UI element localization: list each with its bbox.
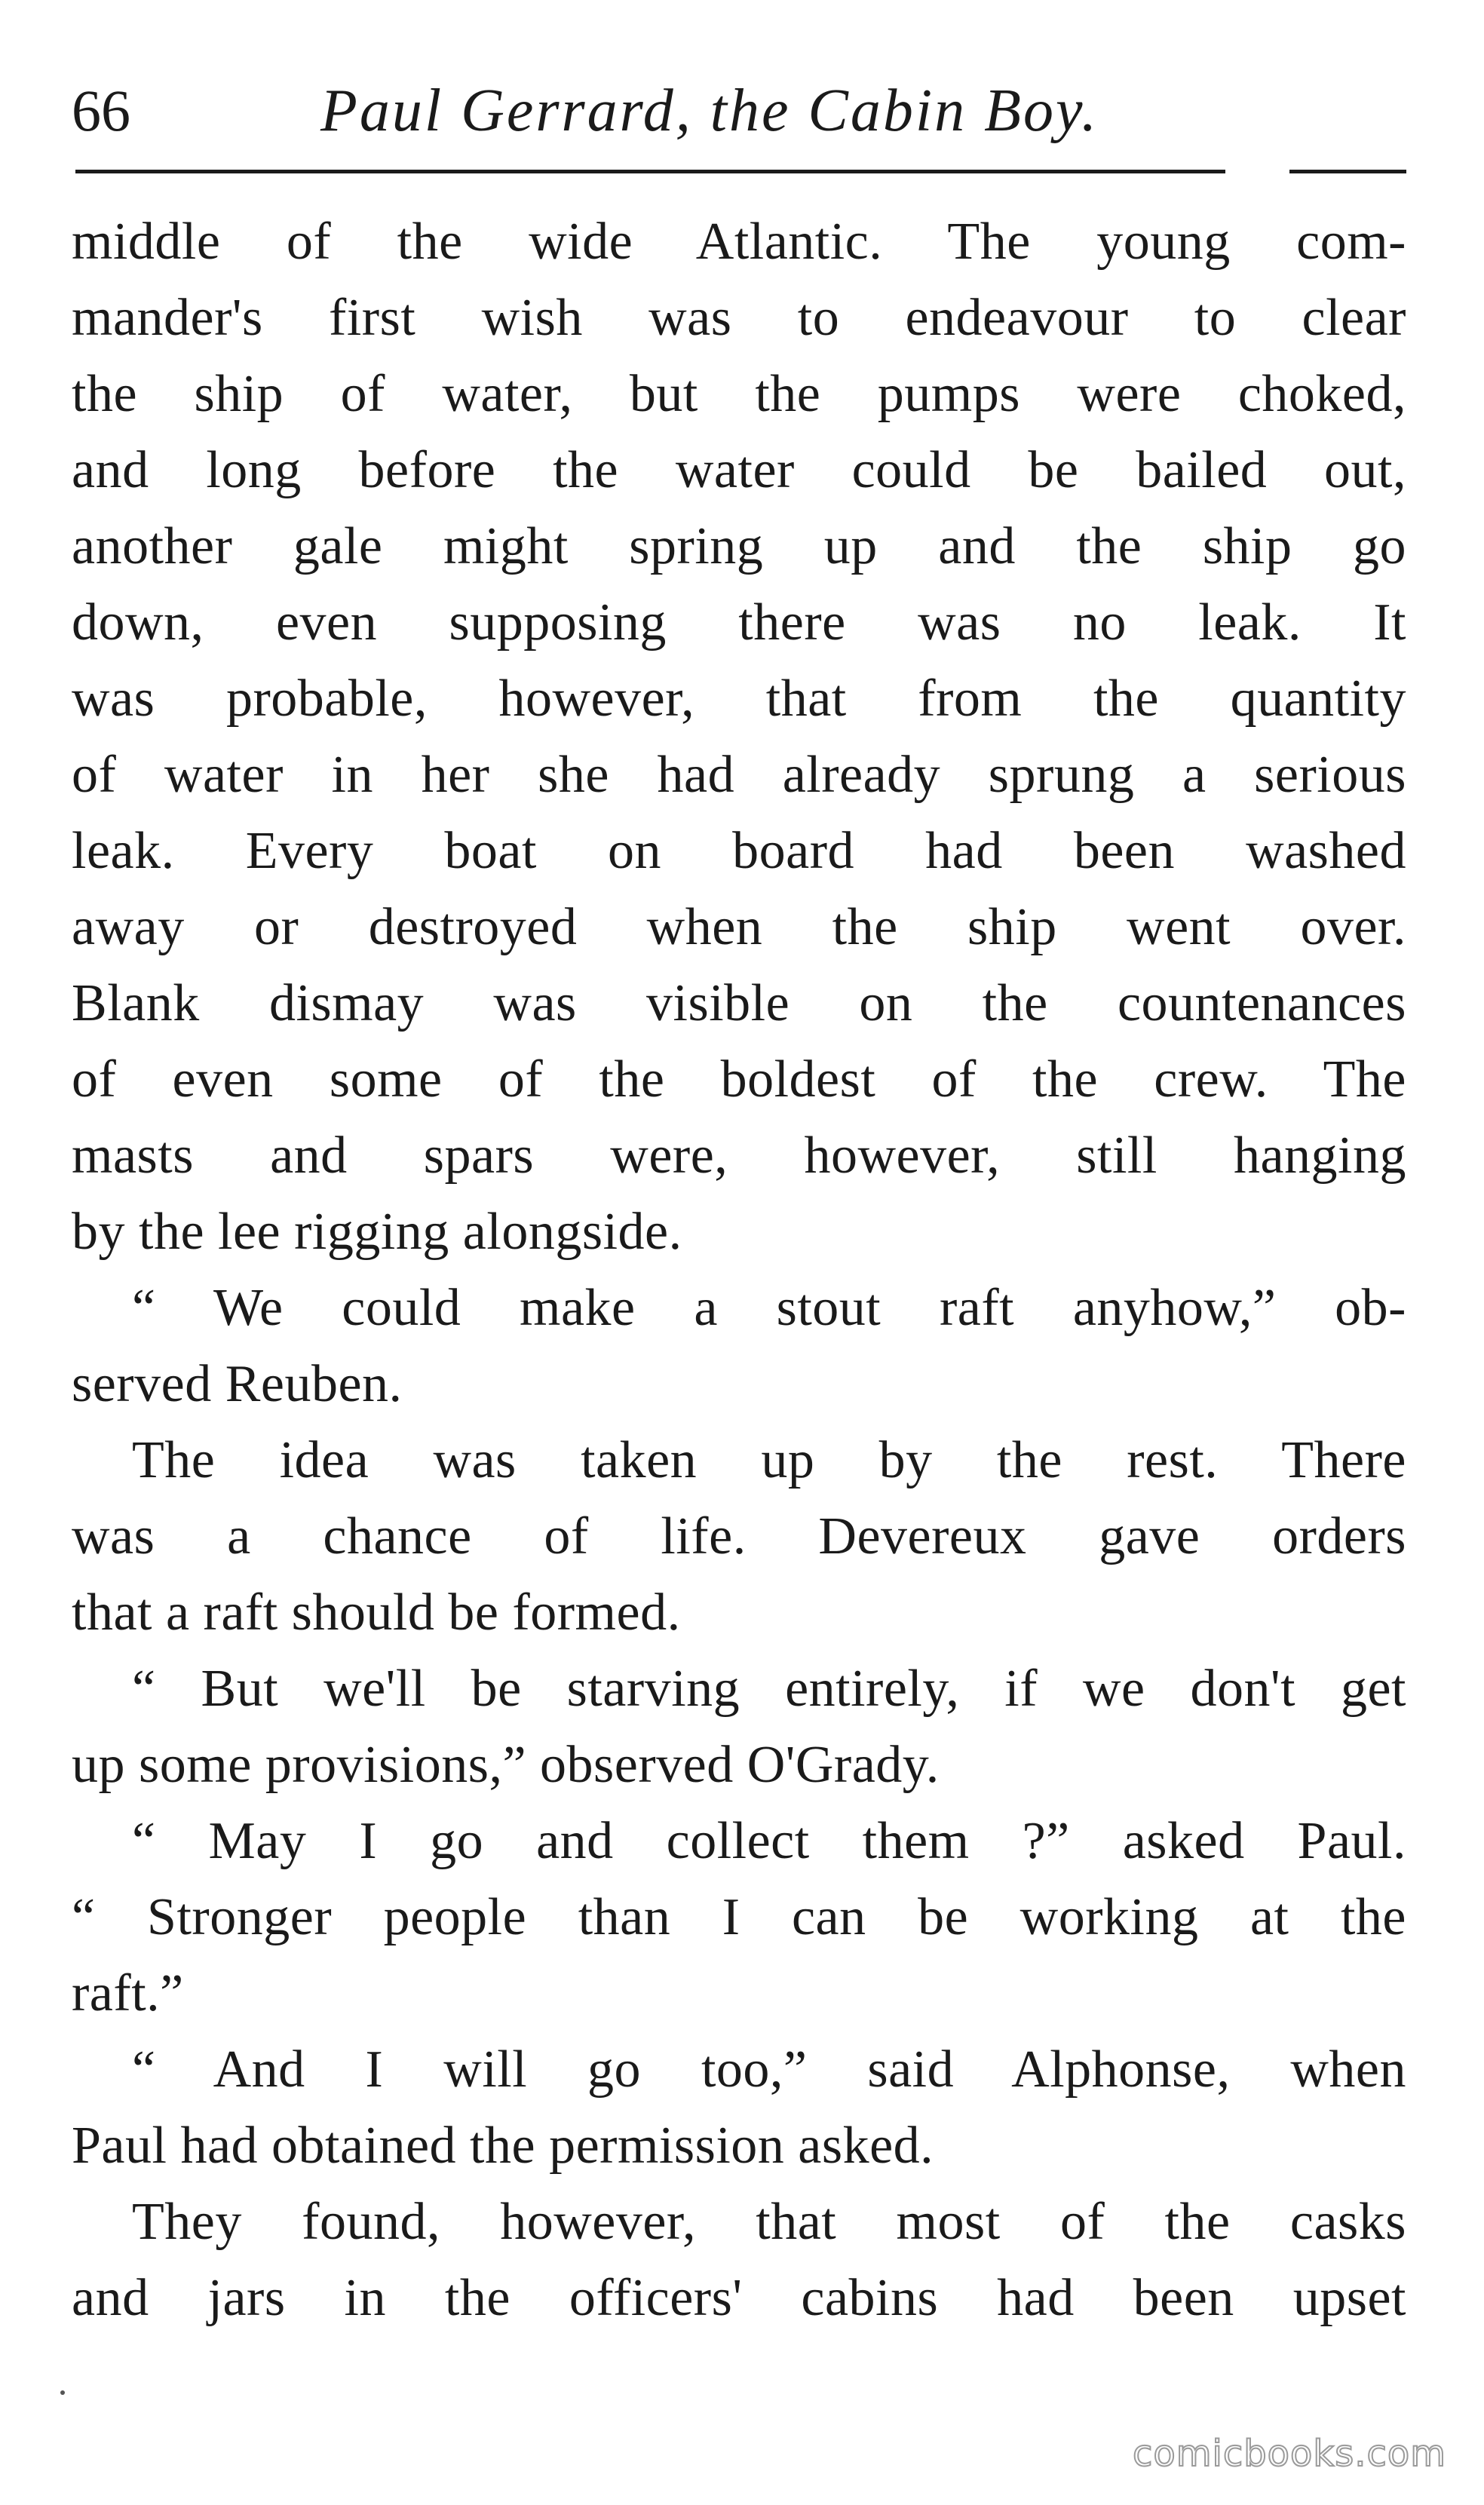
text-line: up some provisions,” observed O'Grady.	[72, 1736, 940, 1794]
text-line: “ And I will go too,” said Alphonse, when	[132, 2040, 1406, 2099]
text-line: mander's first wish was to endeavour to clear	[72, 289, 1406, 347]
running-title: Paul Gerrard, the Cabin Boy.	[320, 78, 1099, 144]
header-rule-short	[1289, 170, 1406, 173]
text-line: served Reuben.	[72, 1355, 403, 1413]
text-line: The idea was taken up by the rest. There	[132, 1431, 1406, 1489]
text-line: was a chance of life. Devereux gave orders	[72, 1507, 1406, 1565]
text-line: away or destroyed when the ship went over.	[72, 898, 1406, 956]
text-line: down, even supposing there was no leak. It	[72, 593, 1406, 652]
text-line: They found, however, that most of the casks	[132, 2193, 1406, 2251]
print-speck	[60, 2390, 65, 2395]
text-line: leak. Every boat on board had been washed	[72, 822, 1406, 880]
body-text	[72, 204, 1406, 2336]
watermark: comicbooks.com	[1132, 2433, 1446, 2475]
text-line: of even some of the boldest of the crew. The	[72, 1050, 1406, 1108]
text-line: and long before the water could be bailed out,	[72, 441, 1406, 499]
header-rule	[75, 170, 1225, 173]
text-line: the ship of water, but the pumps were choked,	[72, 365, 1406, 423]
text-line: “ May I go and collect them ?” asked Paul.	[132, 1812, 1406, 1870]
text-line: and jars in the officers' cabins had been upset	[72, 2269, 1406, 2327]
text-line: another gale might spring up and the ship go	[72, 517, 1406, 575]
text-line: middle of the wide Atlantic. The young com-	[72, 213, 1406, 271]
text-line: “ Stronger people than I can be working at the	[72, 1888, 1406, 1946]
text-line: by the lee rigging alongside.	[72, 1203, 682, 1261]
text-line: masts and spars were, however, still hanging	[72, 1127, 1406, 1185]
text-line: was probable, however, that from the quantity	[72, 670, 1406, 728]
text-line: that a raft should be formed.	[72, 1584, 681, 1642]
text-line: Blank dismay was visible on the countenances	[72, 974, 1406, 1032]
page-header	[72, 69, 1406, 152]
text-line: of water in her she had already sprung a serious	[72, 746, 1406, 804]
text-line: “ But we'll be starving entirely, if we don't get	[132, 1660, 1406, 1718]
text-line: “ We could make a stout raft anyhow,” ob-	[132, 1279, 1406, 1337]
text-line: Paul had obtained the permission asked.	[72, 2117, 934, 2175]
page-number: 66	[72, 78, 130, 143]
text-line: raft.”	[72, 1964, 184, 2022]
